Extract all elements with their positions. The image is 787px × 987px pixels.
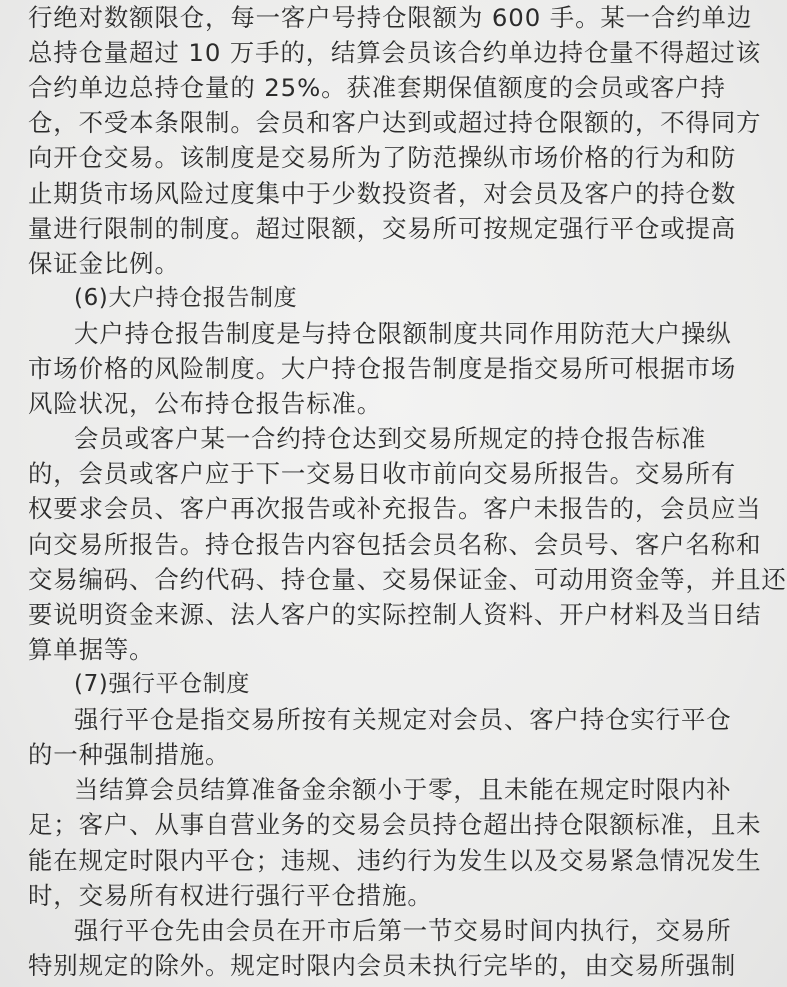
body-text-line: 市场价格的风险制度。大户持仓报告制度是指交易所可根据市场 xyxy=(28,354,737,383)
body-text-line: 能在规定时限内平仓；违规、违约行为发生以及交易紧急情况发生 xyxy=(28,846,762,875)
body-text-line: 合约单边总持仓量的 25%。获准套期保值额度的会员或客户持 xyxy=(28,73,726,102)
body-text-line: 风险状况，公布持仓报告标准。 xyxy=(28,389,383,418)
body-text-line: 向交易所报告。持仓报告内容包括会员名称、会员号、客户名称和 xyxy=(28,530,762,559)
body-text-line: 强行平仓是指交易所按有关规定对会员、客户持仓实行平仓 xyxy=(74,705,732,734)
body-text-line: 当结算会员结算准备金余额小于零，且未能在规定时限内补 xyxy=(74,775,732,804)
body-text-line: 交易编码、合约代码、持仓量、交易保证金、可动用资金等，并且还 xyxy=(28,565,787,594)
body-text-line: 的，会员或客户应于下一交易日收市前向交易所报告。交易所有 xyxy=(28,459,737,488)
body-text-line: 权要求会员、客户再次报告或补充报告。客户未报告的，会员应当 xyxy=(28,494,762,523)
body-text-line: 量进行限制的制度。超过限额，交易所可按规定强行平仓或提高 xyxy=(28,214,737,243)
body-text-line: 算单据等。 xyxy=(28,635,155,664)
section-heading: (7)强行平仓制度 xyxy=(74,671,250,697)
body-text-line: 会员或客户某一合约持仓达到交易所规定的持仓报告标准 xyxy=(74,424,707,453)
body-text-line: 强行平仓先由会员在开市后第一节交易时间内执行，交易所 xyxy=(74,916,732,945)
body-text-line: 要说明资金来源、法人客户的实际控制人资料、开户材料及当日结 xyxy=(28,600,762,629)
body-text-line: 的一种强制措施。 xyxy=(28,740,231,769)
body-text-line: 止期货市场风险过度集中于少数投资者，对会员及客户的持仓数 xyxy=(28,179,737,208)
section-heading: (6)大户持仓报告制度 xyxy=(74,285,298,311)
body-text-line: 特别规定的除外。规定时限内会员未执行完毕的，由交易所强制 xyxy=(28,951,737,980)
body-text-line: 足；客户、从事自营业务的交易会员持仓超出持仓限额标准，且未 xyxy=(28,810,762,839)
body-text-line: 仓，不受本条限制。会员和客户达到或超过持仓限额的，不得同方 xyxy=(28,108,762,137)
body-text-line: 向开仓交易。该制度是交易所为了防范操纵市场价格的行为和防 xyxy=(28,143,737,172)
body-text-line: 大户持仓报告制度是与持仓限额制度共同作用防范大户操纵 xyxy=(74,319,732,348)
body-text-line: 保证金比例。 xyxy=(28,249,180,278)
body-text-line: 总持仓量超过 10 万手的，结算会员该合约单边持仓量不得超过该 xyxy=(28,38,761,67)
body-text-line: 行绝对数额限仓，每一客户号持仓限额为 600 手。某一合约单边 xyxy=(28,3,753,32)
body-text-line: 时，交易所有权进行强行平仓措施。 xyxy=(28,881,433,910)
